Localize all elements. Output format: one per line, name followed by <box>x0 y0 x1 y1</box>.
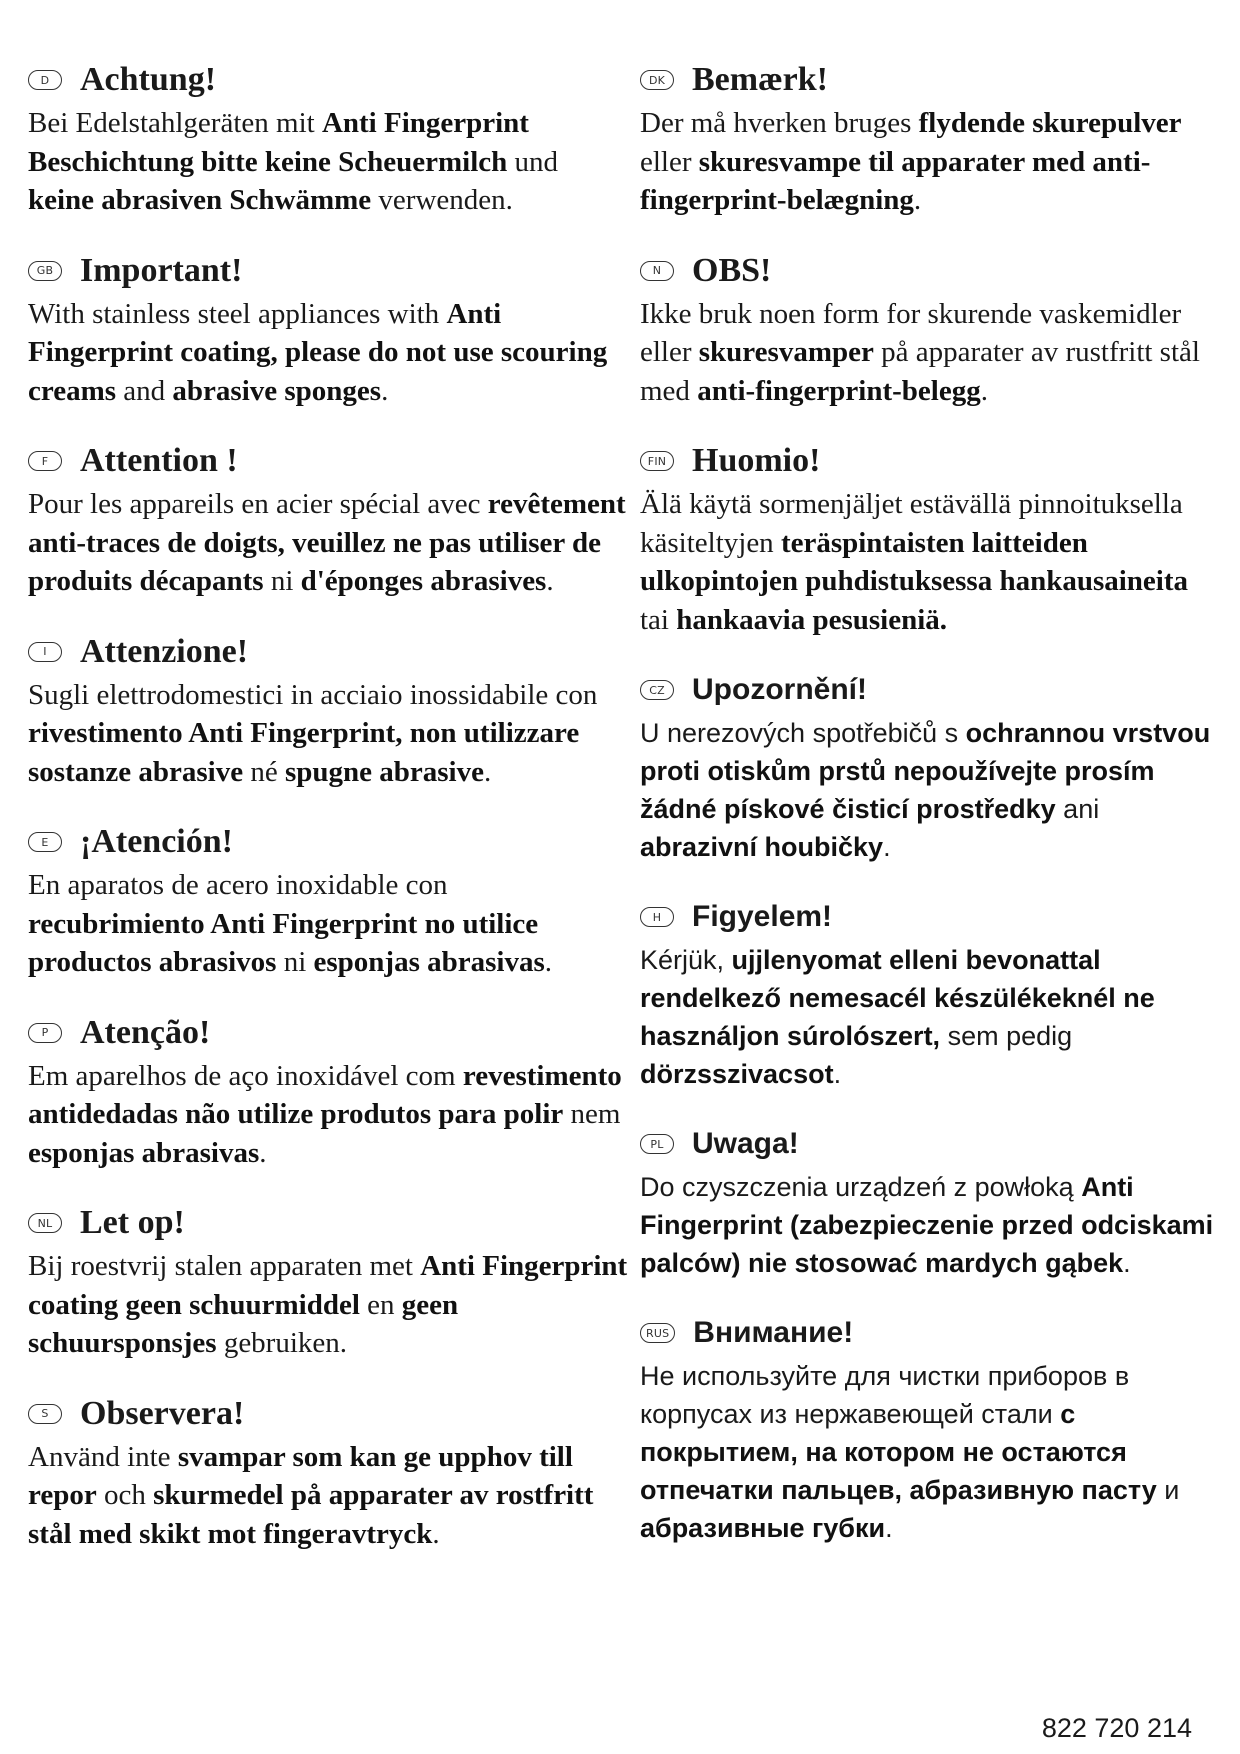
country-code-badge: H <box>640 907 674 927</box>
section-body <box>28 295 628 411</box>
body-text: ni <box>276 946 314 978</box>
body-text: и <box>1156 1475 1180 1505</box>
country-code-badge: P <box>28 1023 62 1043</box>
country-code-badge: I <box>28 642 62 662</box>
part-number: 822 720 214 <box>1041 1713 1192 1743</box>
body-text: . <box>483 755 492 788</box>
warning-section-dk <box>640 58 1220 220</box>
right-column <box>640 58 1220 1576</box>
bold-text: abrazivní houbičky <box>640 832 884 862</box>
warning-section-i <box>28 630 628 792</box>
bold-text: revestimento antidedadas não utilize produtos para polir <box>28 1059 622 1130</box>
bold-text: ujjlenyomat elleni bevonattal rendelkező nemesacél készülékeknél ne használjon súrolószert, <box>640 945 1155 1051</box>
body-text: ni <box>263 565 301 597</box>
section-title: Important! <box>80 251 243 289</box>
section-title: Figyelem! <box>692 900 833 933</box>
body-text: und <box>507 145 559 178</box>
section-body <box>28 1057 628 1173</box>
country-code-badge: D <box>28 70 62 90</box>
section-title: Atenção! <box>80 1013 211 1051</box>
body-text: ani <box>1055 794 1100 824</box>
body-text: Sugli elettrodomestici in acciaio inossidabile con <box>28 678 598 711</box>
body-text: sem pedig <box>940 1021 1073 1051</box>
section-heading <box>28 820 628 864</box>
section-body <box>28 866 628 982</box>
country-code-badge: NL <box>28 1213 62 1233</box>
bold-text: esponjas abrasivas <box>28 1136 260 1169</box>
body-text: tai <box>640 603 677 636</box>
section-title: Let op! <box>80 1204 185 1241</box>
body-text: Bij roestvrij stalen apparaten met <box>28 1250 421 1282</box>
section-body <box>640 1357 1220 1547</box>
country-code-badge: F <box>28 451 62 471</box>
country-code-badge: FIN <box>640 451 674 471</box>
country-code-badge: RUS <box>640 1323 675 1343</box>
warning-section-e <box>28 820 628 982</box>
country-code-badge: CZ <box>640 680 674 700</box>
body-text: Ikke bruk noen form for skurende vaskemidler eller <box>640 297 1182 368</box>
section-body <box>28 676 628 792</box>
warning-section-cz <box>640 668 1220 866</box>
body-text: Kérjük, <box>640 945 732 975</box>
body-text: and <box>116 374 173 407</box>
warning-section-d <box>28 58 628 220</box>
body-text: U nerezových spotřebičů s <box>640 718 966 748</box>
body-text: en <box>359 1288 402 1321</box>
bold-text: абразивные губки <box>640 1513 886 1543</box>
body-text: Em aparelhos de aço inoxidável com <box>28 1059 463 1092</box>
bold-text: svampar som kan ge upphov till repor <box>28 1440 573 1511</box>
bold-text: keine abrasiven Schwämme <box>28 184 372 216</box>
bold-text: Anti Fingerprint coating, please do not use scouring creams <box>28 297 608 407</box>
section-body <box>640 1168 1220 1282</box>
section-body <box>640 295 1220 411</box>
section-body <box>640 941 1220 1093</box>
bold-text: Anti Fingerprint (zabezpieczenie przed odciskami palców) nie stosować mardych gąbek <box>640 1172 1214 1278</box>
body-text: . <box>885 1513 893 1543</box>
country-code-badge: N <box>640 261 674 281</box>
bold-text: d'éponges abrasives <box>300 565 547 597</box>
body-text: Älä käytä sormenjäljet estävällä pinnoituksella käsiteltyjen <box>640 488 1183 559</box>
section-heading <box>640 249 1220 293</box>
bold-text: rivestimento Anti Fingerprint, non utilizzare sostanze abrasive <box>28 717 580 788</box>
section-heading <box>640 1122 1220 1166</box>
section-heading <box>28 439 628 483</box>
bold-text: recubrimiento Anti Fingerprint no utilice productos abrasivos <box>28 907 539 978</box>
section-heading <box>28 249 628 293</box>
bold-text: ochrannou vrstvou proti otiskům prstů nepoužívejte prosím žádné pískové čisticí prostředky <box>640 718 1211 824</box>
body-text: Bei Edelstahlgeräten mit <box>28 107 322 139</box>
section-heading <box>640 439 1220 483</box>
body-text: . <box>883 832 891 862</box>
body-text: . <box>381 374 389 407</box>
body-text: . <box>980 374 988 407</box>
warning-section-nl <box>28 1201 628 1363</box>
body-text: nem <box>563 1098 621 1130</box>
section-title: Bemærk! <box>692 61 828 98</box>
warning-section-f <box>28 439 628 601</box>
section-title: Attenzione! <box>80 632 249 670</box>
body-text: . <box>259 1136 267 1169</box>
body-text: En aparatos de acero inoxidable con <box>28 869 448 901</box>
bold-text: hankaavia pesusieniä. <box>676 603 948 636</box>
body-text: och <box>96 1479 154 1511</box>
warning-section-pl <box>640 1122 1220 1282</box>
body-text: né <box>243 755 285 788</box>
section-title: Upozornění! <box>692 673 867 706</box>
section-heading <box>640 58 1220 102</box>
warning-section-h <box>640 895 1220 1093</box>
country-code-badge: PL <box>640 1134 674 1154</box>
section-title: Huomio! <box>692 442 821 479</box>
body-text: på apparater av rustfritt stål med <box>640 336 1200 407</box>
warning-section-s <box>28 1392 628 1554</box>
section-title: ¡Atención! <box>80 823 233 860</box>
body-text: . <box>913 184 922 216</box>
bold-text: esponjas abrasivas <box>313 946 545 978</box>
bold-text: Anti Fingerprint coating geen schuurmiddel <box>28 1250 628 1321</box>
bold-text: dörzsszivacsot <box>640 1059 834 1089</box>
bold-text: anti-fingerprint-belegg <box>697 374 981 407</box>
warning-section-n <box>640 249 1220 411</box>
section-body <box>28 104 628 220</box>
bold-text: flydende skurepulver <box>918 107 1182 139</box>
country-code-badge: DK <box>640 70 674 90</box>
country-code-badge: S <box>28 1404 62 1424</box>
bold-text: geen schuursponsjes <box>28 1288 459 1359</box>
bold-text: spugne abrasive <box>284 755 484 788</box>
warning-section-fin <box>640 439 1220 639</box>
bold-text: skurmedel på apparater av rostfritt stål med skikt mot fingeravtryck <box>28 1479 594 1550</box>
country-code-badge: GB <box>28 261 62 281</box>
section-heading <box>28 1201 628 1245</box>
country-code-badge: E <box>28 832 62 852</box>
section-body <box>640 714 1220 866</box>
body-text: . <box>833 1059 842 1089</box>
bold-text: с покрытием, на котором не остаются отпечатки пальцев, абразивную пасту <box>640 1399 1157 1505</box>
section-title: Uwaga! <box>692 1127 799 1160</box>
bold-text: skuresvamper <box>698 336 874 368</box>
body-text: . <box>432 1517 440 1550</box>
section-heading <box>28 1011 628 1055</box>
section-body <box>640 485 1220 639</box>
bold-text: revêtement anti-traces de doigts, veuillez ne pas utiliser de produits décapants <box>28 488 626 597</box>
warning-section-gb <box>28 249 628 411</box>
body-text: eller <box>640 145 699 178</box>
warning-section-p <box>28 1011 628 1173</box>
body-text: . <box>544 946 552 978</box>
warning-section-rus <box>640 1311 1220 1547</box>
section-body <box>28 1438 628 1554</box>
body-text: With stainless steel appliances with <box>28 297 447 330</box>
section-body <box>28 1247 628 1363</box>
section-heading <box>640 1311 1220 1355</box>
body-text: Der må hverken bruges <box>640 107 919 139</box>
body-text: verwenden. <box>371 184 513 216</box>
body-text: . <box>546 565 554 597</box>
section-title: Observera! <box>80 1394 245 1432</box>
section-title: Achtung! <box>80 61 217 98</box>
bold-text: teräspintaisten laitteiden ulkopintojen puhdistuksessa hankausaineita <box>640 526 1189 597</box>
body-text: Använd inte <box>28 1440 178 1473</box>
body-text: Do czyszczenia urządzeń z powłoką <box>640 1172 1082 1202</box>
section-title: OBS! <box>692 251 772 289</box>
bold-text: Anti Fingerprint Beschichtung bitte keine Scheuermilch <box>28 107 529 178</box>
section-heading <box>28 58 628 102</box>
section-body <box>640 104 1220 220</box>
section-title: Внимание! <box>693 1316 854 1349</box>
body-text: gebruiken. <box>216 1327 348 1359</box>
left-column <box>28 58 628 1582</box>
body-text: Pour les appareils en acier spécial avec <box>28 488 488 520</box>
section-body <box>28 485 628 601</box>
section-heading <box>640 668 1220 712</box>
bold-text: abrasive sponges <box>172 374 382 407</box>
body-text: . <box>1123 1248 1131 1278</box>
section-heading <box>28 630 628 674</box>
body-text: Не используйте для чистки приборов в корпусах из нержавеющей стали <box>640 1361 1130 1429</box>
section-heading <box>640 895 1220 939</box>
bold-text: skuresvampe til apparater med anti-fingerprint-belægning <box>640 145 1151 216</box>
section-heading <box>28 1392 628 1436</box>
section-title: Attention ! <box>80 442 238 479</box>
